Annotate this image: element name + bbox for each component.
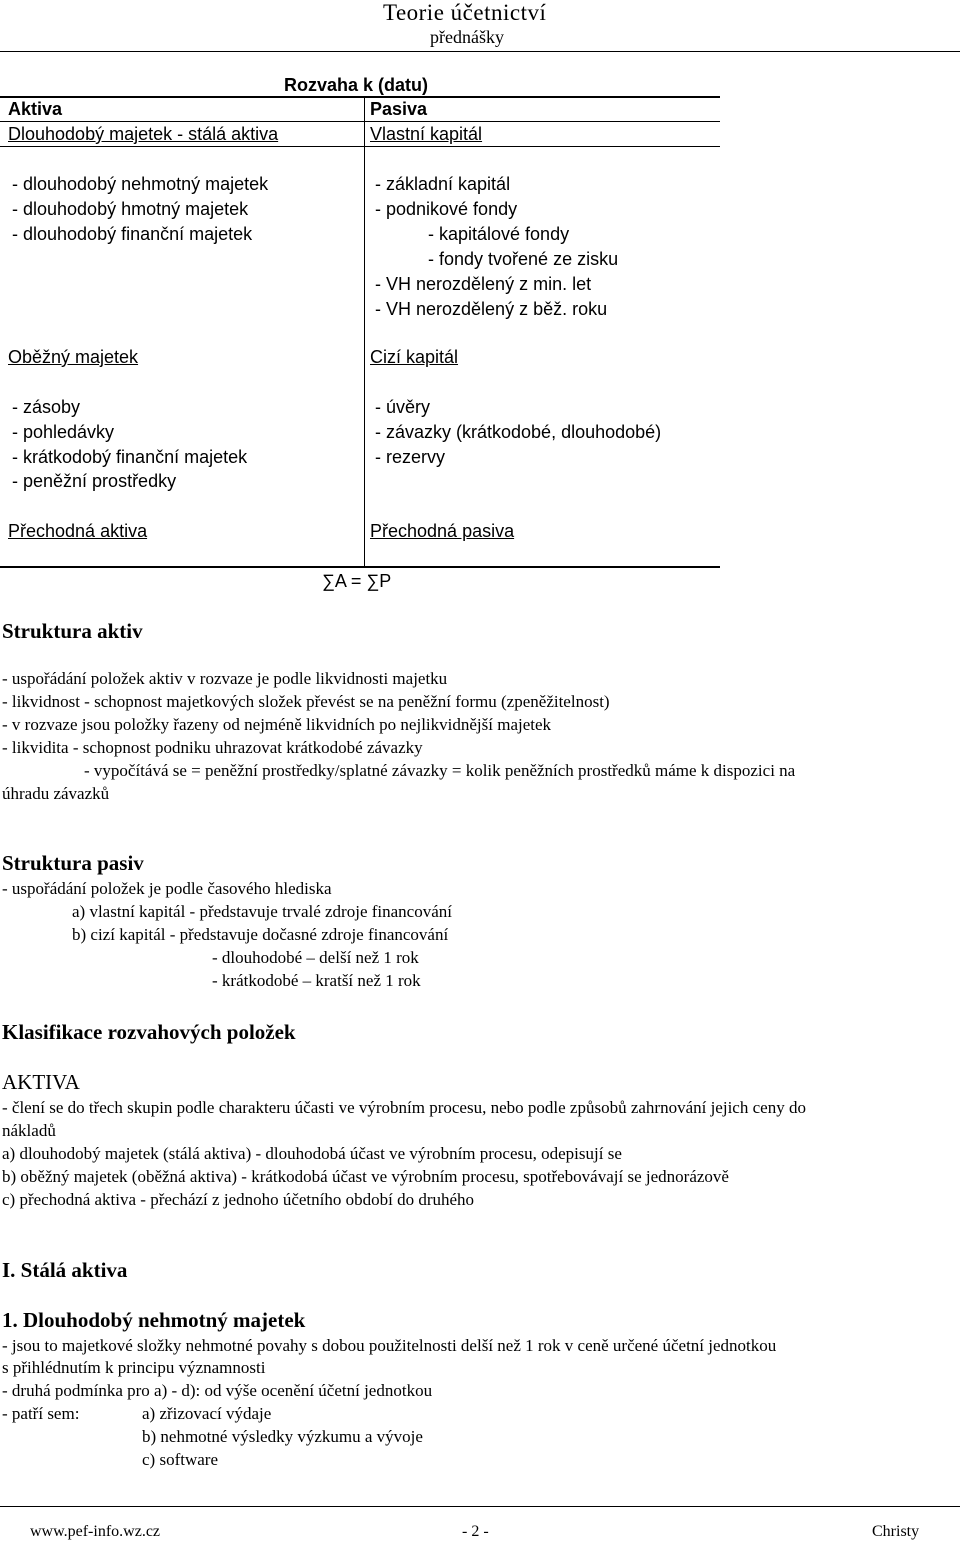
struktura-pasiv-heading: Struktura pasiv — [2, 851, 144, 875]
pasiva-item: - VH nerozdělený z běž. roku — [375, 299, 608, 319]
dnm-line: s přihlédnutím k principu významnosti — [2, 1358, 266, 1377]
pasiva-subheader: Vlastní kapitál — [370, 124, 483, 144]
prechodna-aktiva-heading: Přechodná aktiva — [8, 521, 148, 541]
footer-divider — [0, 1506, 960, 1507]
struktura-aktiv-line: úhradu závazků — [2, 784, 110, 803]
struktura-aktiv-line: - likvidnost - schopnost majetkových složek převést se na peněžní formu (zpeněžitelnost) — [2, 692, 610, 711]
klasifikace-line: - člení se do třech skupin podle charakteru účasti ve výrobním procesu, nebo podle způsobů zahrnování jejich ceny do — [2, 1098, 806, 1117]
struktura-aktiv-line: - likvidita - schopnost podniku uhrazovat krátkodobé závazky — [2, 738, 423, 757]
klasifikace-heading: Klasifikace rozvahových položek — [2, 1020, 296, 1044]
pasiva-item: - podnikové fondy — [375, 199, 518, 219]
klasifikace-line: a) dlouhodobý majetek (stálá aktiva) - dlouhodobá účast ve výrobním procesu, odepisují se — [2, 1144, 622, 1163]
balance-equation: ∑A = ∑P — [322, 571, 392, 591]
pasiva-item: - rezervy — [375, 447, 446, 467]
balance-bottom-line — [0, 566, 720, 568]
balance-subheader-line — [0, 146, 720, 147]
prechodna-pasiva-heading: Přechodná pasiva — [370, 521, 515, 541]
footer-page-number: - 2 - — [462, 1523, 489, 1540]
klasifikace-line: nákladů — [2, 1121, 56, 1140]
struktura-pasiv-line: - dlouhodobé – delší než 1 rok — [212, 948, 419, 967]
balance-center-line — [364, 96, 365, 568]
aktiva-item: - pohledávky — [12, 422, 115, 442]
struktura-aktiv-line: - vypočítává se = peněžní prostředky/splatné závazky = kolik peněžních prostředků máme k dispozici na — [84, 761, 796, 780]
aktiva-item: - zásoby — [12, 397, 81, 417]
page-title: Teorie účetnictví — [383, 0, 547, 25]
struktura-pasiv-line: - uspořádání položek je podle časového hlediska — [2, 879, 332, 898]
pasiva-item: - závazky (krátkodobé, dlouhodobé) — [375, 422, 662, 442]
obezny-majetek-heading: Oběžný majetek — [8, 347, 139, 367]
pasiva-item: - fondy tvořené ze zisku — [428, 249, 619, 269]
patri-sem-item: b) nehmotné výsledky výzkumu a vývoje — [142, 1427, 423, 1446]
dnm-line: - druhá podmínka pro a) - d): od výše ocenění účetní jednotkou — [2, 1381, 433, 1400]
struktura-pasiv-line: a) vlastní kapitál - představuje trvalé zdroje financování — [72, 902, 452, 921]
struktura-pasiv-line: - krátkodobé – kratší než 1 rok — [212, 971, 421, 990]
cizi-kapital-heading: Cizí kapitál — [370, 347, 459, 367]
aktiva-item: - dlouhodobý hmotný majetek — [12, 199, 249, 219]
page-subtitle: přednášky — [430, 27, 504, 47]
patri-sem-label: - patří sem: — [2, 1404, 80, 1423]
balance-header-line — [0, 121, 720, 122]
aktiva-subheader: Dlouhodobý majetek - stálá aktiva — [8, 124, 279, 144]
struktura-aktiv-line: - uspořádání položek aktiv v rozvaze je podle likvidnosti majetku — [2, 669, 448, 688]
aktiva-subheading: AKTIVA — [2, 1070, 80, 1094]
dnm-heading: 1. Dlouhodobý nehmotný majetek — [2, 1308, 306, 1332]
dnm-line: - jsou to majetkové složky nehmotné povahy s dobou použitelnosti delší než 1 rok v ceně určené účetní jednotkou — [2, 1336, 777, 1355]
aktiva-item: - krátkodobý finanční majetek — [12, 447, 248, 467]
klasifikace-line: b) oběžný majetek (oběžná aktiva) - krátkodobá účast ve výrobním procesu, spotřebovávají se jednorázově — [2, 1167, 729, 1186]
footer-author: Christy — [872, 1523, 920, 1540]
struktura-aktiv-line: - v rozvaze jsou položky řazeny od nejméně likvidních po nejlikvidnější majetek — [2, 715, 552, 734]
aktiva-item: - dlouhodobý nehmotný majetek — [12, 174, 269, 194]
balance-top-line — [0, 96, 720, 98]
struktura-pasiv-line: b) cizí kapitál - představuje dočasné zdroje financování — [72, 925, 449, 944]
patri-sem-item: a) zřizovací výdaje — [142, 1404, 272, 1423]
patri-sem-item: c) software — [142, 1450, 218, 1469]
balance-title: Rozvaha k (datu) — [284, 75, 429, 95]
struktura-aktiv-heading: Struktura aktiv — [2, 619, 143, 643]
footer-website: www.pef-info.wz.cz — [30, 1523, 161, 1540]
stala-aktiva-heading: I. Stálá aktiva — [2, 1258, 128, 1282]
pasiva-item: - kapitálové fondy — [428, 224, 570, 244]
aktiva-item: - peněžní prostředky — [12, 471, 177, 491]
aktiva-header: Aktiva — [8, 99, 63, 119]
aktiva-item: - dlouhodobý finanční majetek — [12, 224, 253, 244]
klasifikace-line: c) přechodná aktiva - přechází z jednoho účetního období do druhého — [2, 1190, 475, 1209]
pasiva-item: - základní kapitál — [375, 174, 511, 194]
pasiva-item: - úvěry — [375, 397, 431, 417]
pasiva-item: - VH nerozdělený z min. let — [375, 274, 592, 294]
header-divider — [0, 51, 960, 52]
pasiva-header: Pasiva — [370, 99, 428, 119]
